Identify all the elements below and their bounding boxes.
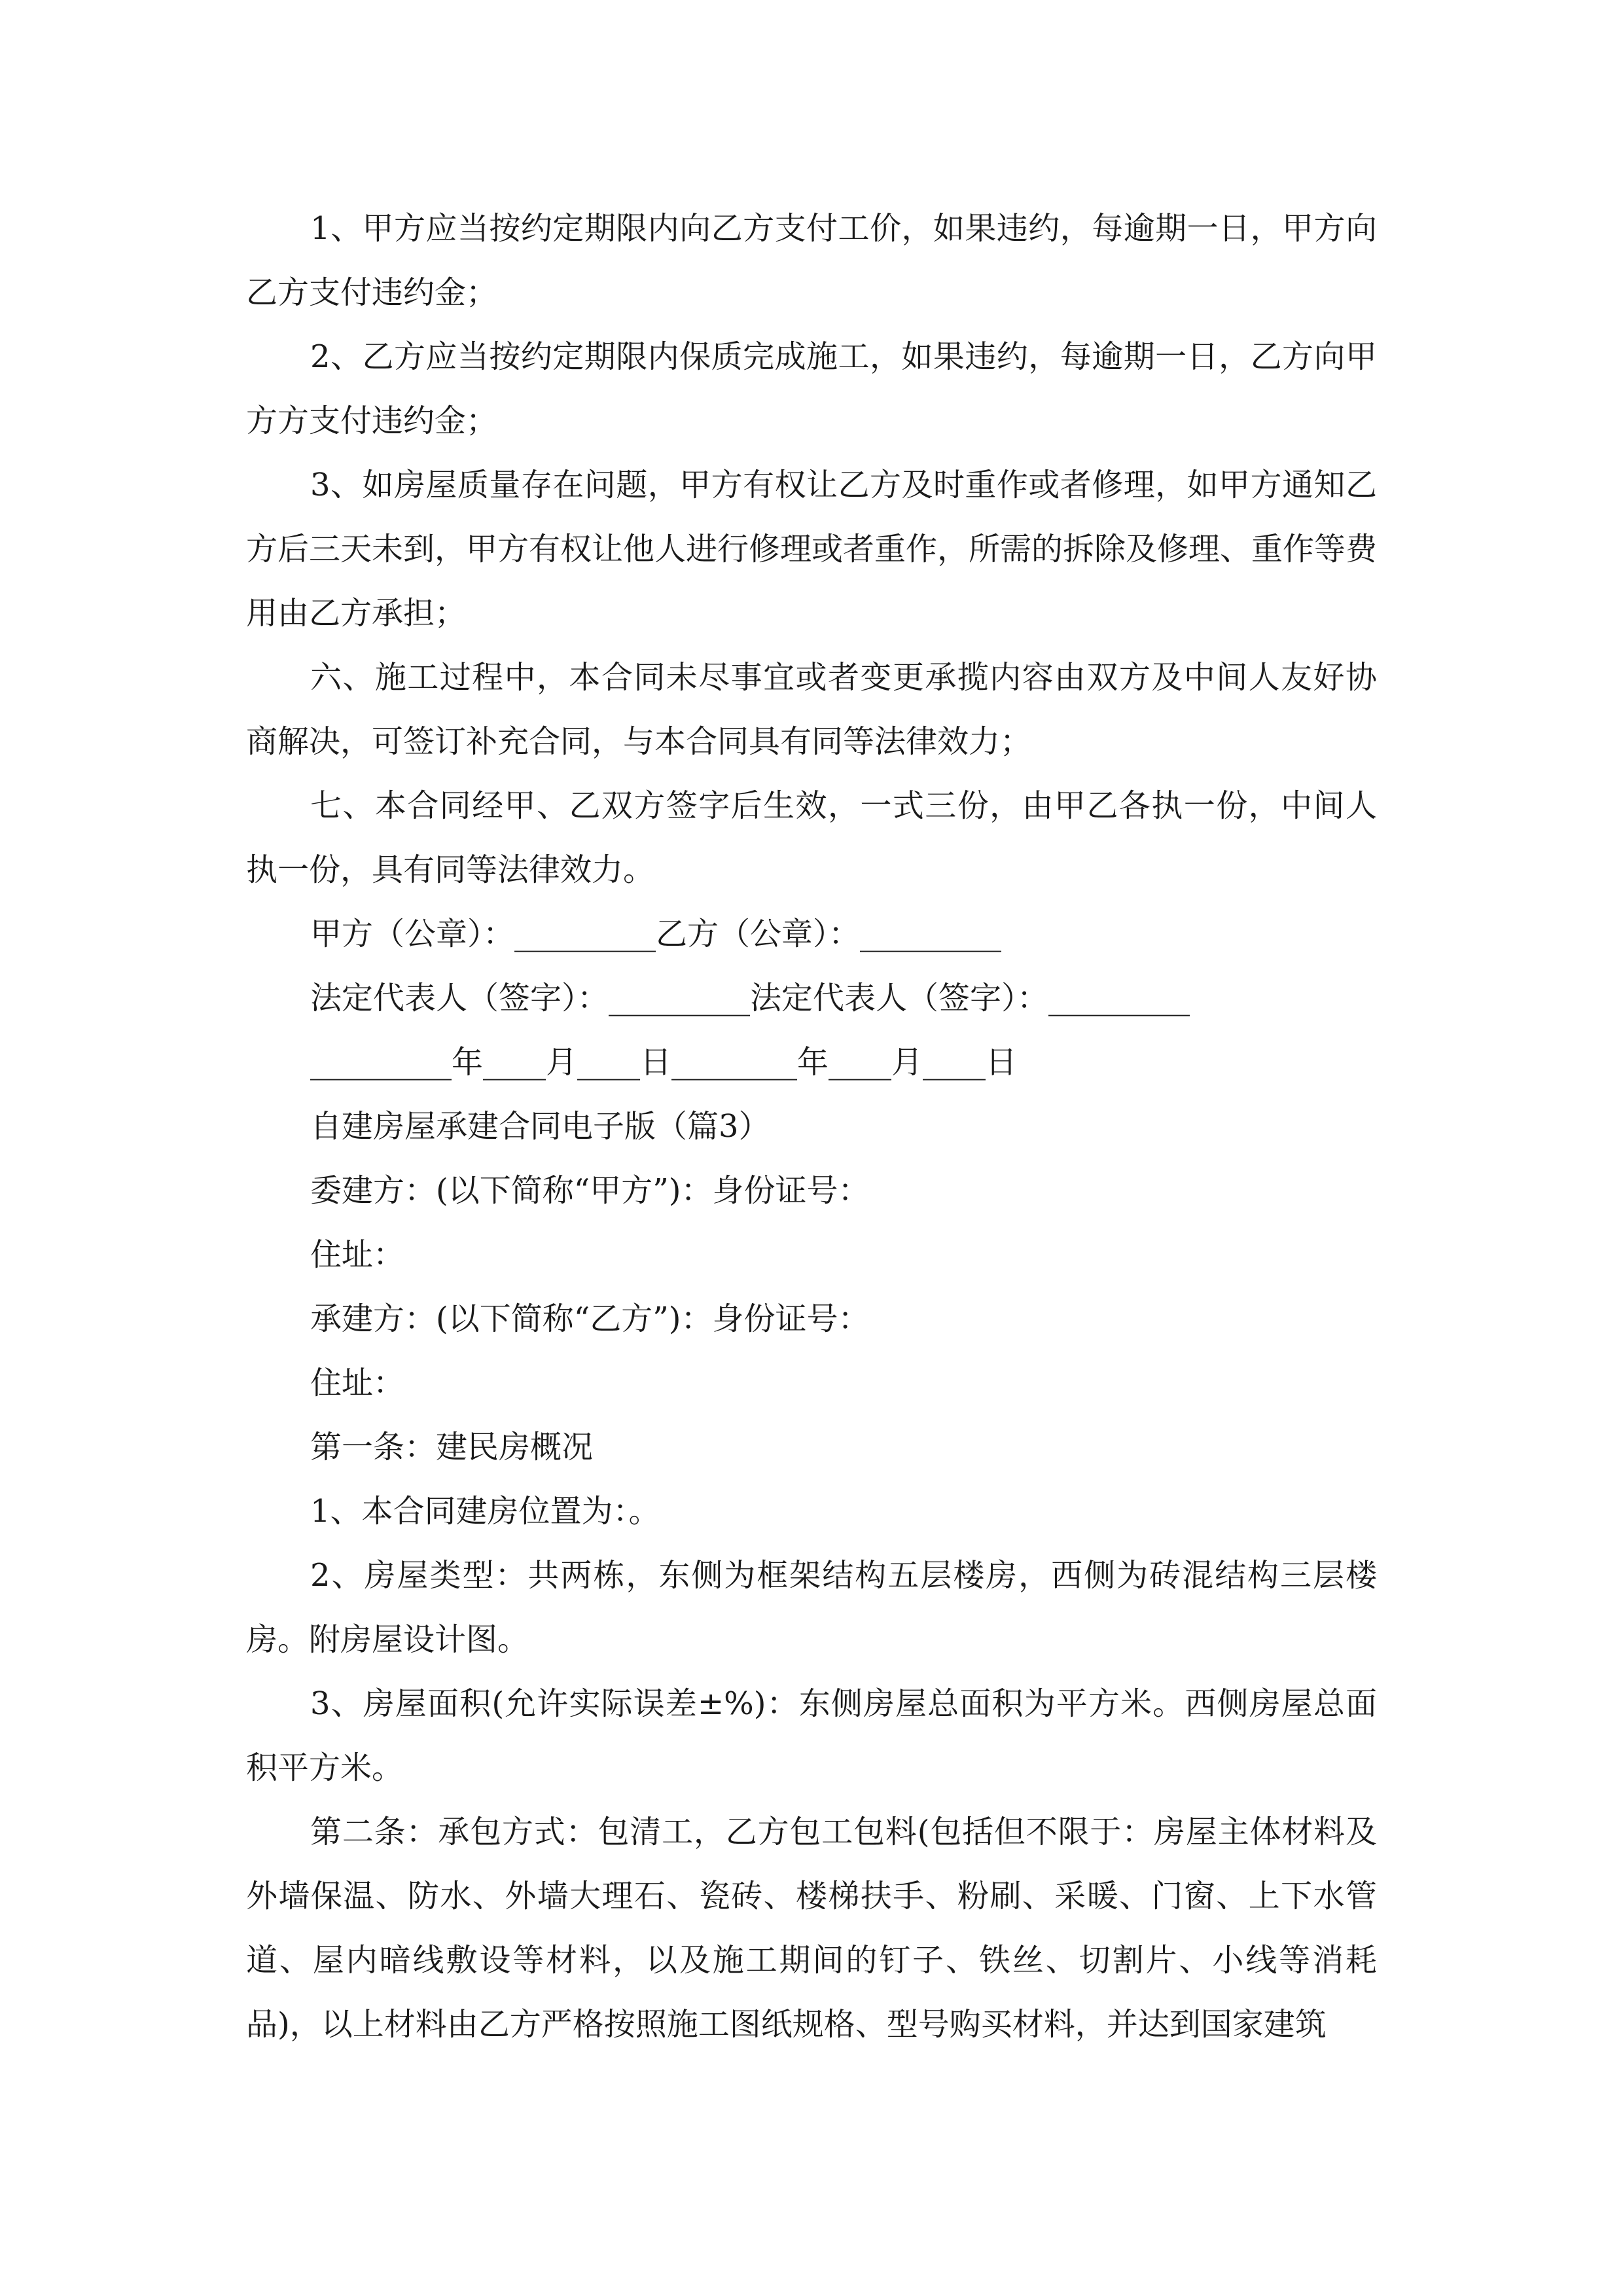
section-title: 自建房屋承建合同电子版（篇3） <box>310 1108 770 1145</box>
document-body <box>246 196 1377 2056</box>
clause-paragraph: 六、施工过程中，本合同未尽事宜或者变更承揽内容由双方及中间人友好协商解决，可签订补充合同，与本合同具有同等法律效力； <box>246 659 1377 760</box>
party-line: 住址： <box>310 1365 405 1401</box>
clause-paragraph: 第二条：承包方式：包清工，乙方包工包料(包括但不限于：房屋主体材料及外墙保温、防水、外墙大理石、瓷砖、楼梯扶手、粉刷、采暖、门窗、上下水管道、屋内暗线敷设等材料，以及施工期间的钉子、铁丝、切割片、小线等消耗品)，以上材料由乙方严格按照施工图纸规格、型号购买材料，并达到国家建筑 <box>246 1814 1377 2043</box>
article-item: 1、本合同建房位置为：。 <box>310 1493 660 1530</box>
clause-paragraph: 2、乙方应当按约定期限内保质完成施工，如果违约，每逾期一日，乙方向甲方方支付违约金； <box>246 338 1377 439</box>
signature-line-seal: 甲方（公章）：_________乙方（公章）：_________ <box>310 916 1002 952</box>
party-line: 委建方：(以下简称“甲方”)：身份证号： <box>310 1172 870 1209</box>
clause-paragraph: 3、如房屋质量存在问题，甲方有权让乙方及时重作或者修理，如甲方通知乙方后三天未到，甲方有权让他人进行修理或者重作，所需的拆除及修理、重作等费用由乙方承担； <box>246 467 1378 632</box>
clause-paragraph: 1、甲方应当按约定期限内向乙方支付工价，如果违约，每逾期一日，甲方向乙方支付违约金； <box>246 210 1377 311</box>
party-line: 住址： <box>310 1236 405 1273</box>
article-heading: 第一条：建民房概况 <box>310 1429 594 1465</box>
clause-paragraph: 3、房屋面积(允许实际误差±%)：东侧房屋总面积为平方米。西侧房屋总面积平方米。 <box>246 1685 1377 1786</box>
signature-line-representative: 法定代表人（签字）：_________法定代表人（签字）：_________ <box>310 980 1190 1016</box>
signature-line-date: _________年____月____日________年____月____日 <box>310 1044 1018 1081</box>
clause-paragraph: 2、房屋类型：共两栋，东侧为框架结构五层楼房，西侧为砖混结构三层楼房。附房屋设计图。 <box>246 1557 1377 1658</box>
clause-paragraph: 七、本合同经甲、乙双方签字后生效，一式三份，由甲乙各执一份，中间人执一份，具有同等法律效力。 <box>246 787 1377 888</box>
party-line: 承建方：(以下简称“乙方”)：身份证号： <box>310 1300 870 1337</box>
